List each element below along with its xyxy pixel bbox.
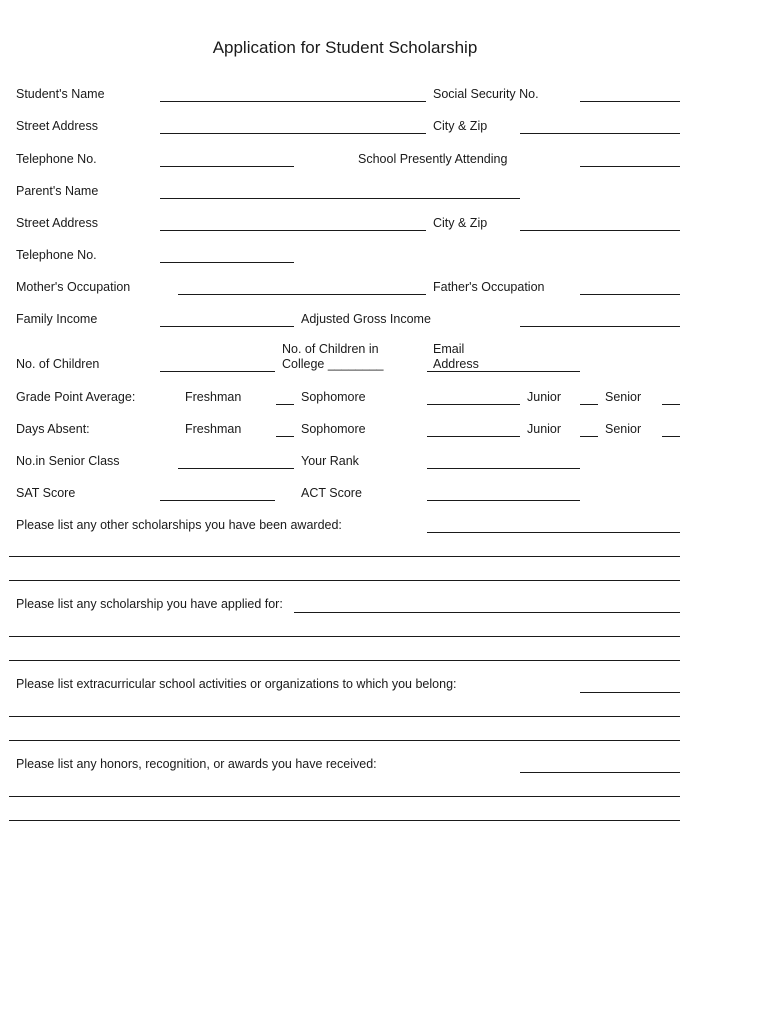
- email-address-label: Address: [433, 357, 479, 371]
- parent-street-address-label: Street Address: [16, 216, 98, 230]
- extracurricular-line[interactable]: [9, 716, 680, 717]
- extracurricular-line[interactable]: [9, 740, 680, 741]
- senior-class-label: No.in Senior Class: [16, 454, 120, 468]
- adjusted-gross-income-label: Adjusted Gross Income: [301, 312, 431, 326]
- no-of-children-label: No. of Children: [16, 357, 100, 371]
- students-name-field[interactable]: [160, 101, 426, 102]
- children-in-college-field[interactable]: College ________: [282, 357, 384, 371]
- days-freshman-label: Freshman: [185, 422, 242, 436]
- gpa-freshman-field[interactable]: [276, 404, 294, 405]
- parent-city-zip-field[interactable]: [520, 230, 680, 231]
- parent-street-address-field[interactable]: [160, 230, 426, 231]
- social-security-label: Social Security No.: [433, 87, 539, 101]
- honors-line[interactable]: [9, 796, 680, 797]
- gpa-senior-label: Senior: [605, 390, 642, 404]
- honors-field[interactable]: [520, 772, 680, 773]
- gpa-junior-label: Junior: [527, 390, 562, 404]
- street-address-label: Street Address: [16, 119, 98, 133]
- email-field[interactable]: [427, 371, 580, 372]
- parent-telephone-label: Telephone No.: [16, 248, 97, 262]
- no-of-children-field[interactable]: [160, 371, 275, 372]
- telephone-label: Telephone No.: [16, 152, 97, 166]
- gpa-label: Grade Point Average:: [16, 390, 136, 404]
- fathers-occupation-label: Father's Occupation: [433, 280, 545, 294]
- form-title: Application for Student Scholarship: [212, 38, 478, 57]
- fathers-occupation-field[interactable]: [580, 294, 680, 295]
- parent-telephone-field[interactable]: [160, 262, 294, 263]
- city-zip-field[interactable]: [520, 133, 680, 134]
- city-zip-label: City & Zip: [433, 119, 488, 133]
- gpa-sophomore-label: Sophomore: [301, 390, 366, 404]
- other-scholarships-label: Please list any other scholarships you have been awarded:: [16, 518, 342, 532]
- applied-scholarships-label: Please list any scholarship you have applied for:: [16, 597, 283, 611]
- applied-scholarships-line[interactable]: [9, 636, 680, 637]
- students-name-label: Student's Name: [16, 87, 105, 101]
- honors-line[interactable]: [9, 820, 680, 821]
- family-income-field[interactable]: [160, 326, 294, 327]
- street-address-field[interactable]: [160, 133, 426, 134]
- sat-score-field[interactable]: [160, 500, 275, 501]
- school-attending-field[interactable]: [580, 166, 680, 167]
- days-absent-label: Days Absent:: [16, 422, 90, 436]
- other-scholarships-line[interactable]: [9, 580, 680, 581]
- days-sophomore-label: Sophomore: [301, 422, 366, 436]
- senior-class-field[interactable]: [178, 468, 294, 469]
- extracurricular-label: Please list extracurricular school activities or organizations to which you belong:: [16, 677, 457, 691]
- days-senior-label: Senior: [605, 422, 642, 436]
- email-label: Email: [433, 342, 465, 356]
- adjusted-gross-income-field[interactable]: [520, 326, 680, 327]
- sat-score-label: SAT Score: [16, 486, 76, 500]
- parent-city-zip-label: City & Zip: [433, 216, 488, 230]
- extracurricular-field[interactable]: [580, 692, 680, 693]
- days-senior-field[interactable]: [662, 436, 680, 437]
- parents-name-field[interactable]: [160, 198, 520, 199]
- children-in-college-label: No. of Children in: [282, 342, 379, 356]
- gpa-junior-field[interactable]: [580, 404, 598, 405]
- mothers-occupation-label: Mother's Occupation: [16, 280, 131, 294]
- gpa-sophomore-field[interactable]: [427, 404, 520, 405]
- days-junior-field[interactable]: [580, 436, 598, 437]
- gpa-freshman-label: Freshman: [185, 390, 242, 404]
- days-sophomore-field[interactable]: [427, 436, 520, 437]
- social-security-field[interactable]: [580, 101, 680, 102]
- act-score-field[interactable]: [427, 500, 580, 501]
- telephone-field[interactable]: [160, 166, 294, 167]
- honors-label: Please list any honors, recognition, or awards you have received:: [16, 757, 377, 771]
- applied-scholarships-line[interactable]: [9, 660, 680, 661]
- mothers-occupation-field[interactable]: [178, 294, 426, 295]
- act-score-label: ACT Score: [301, 486, 362, 500]
- days-freshman-field[interactable]: [276, 436, 294, 437]
- days-junior-label: Junior: [527, 422, 562, 436]
- parents-name-label: Parent's Name: [16, 184, 99, 198]
- your-rank-field[interactable]: [427, 468, 580, 469]
- other-scholarships-field[interactable]: [427, 532, 680, 533]
- school-attending-label: School Presently Attending: [358, 152, 508, 166]
- family-income-label: Family Income: [16, 312, 98, 326]
- your-rank-label: Your Rank: [301, 454, 359, 468]
- applied-scholarships-field[interactable]: [294, 612, 680, 613]
- other-scholarships-line[interactable]: [9, 556, 680, 557]
- gpa-senior-field[interactable]: [662, 404, 680, 405]
